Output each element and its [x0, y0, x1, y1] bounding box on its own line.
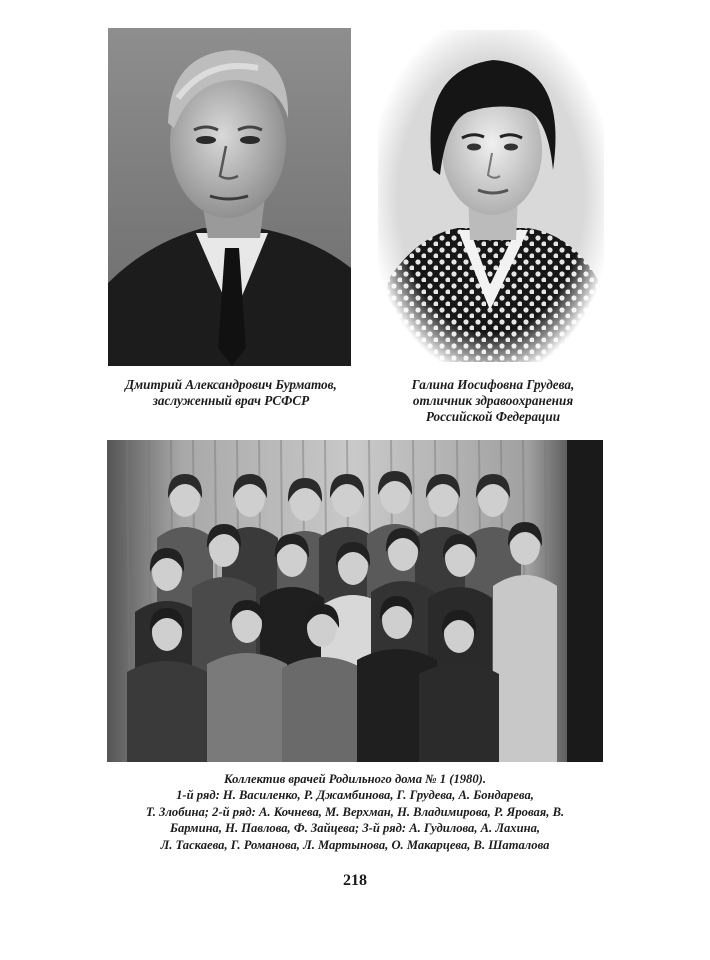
caption-line: заслуженный врач РСФСР	[152, 393, 310, 408]
page-number: 218	[343, 872, 367, 889]
portrait-photo-grudeva	[378, 30, 604, 362]
portrait-burmatov-image	[108, 28, 351, 366]
caption-line: Т. Злобина; 2-й ряд: А. Кочнева, М. Верхман, Н. Владимирова, Р. Яровая, В.	[145, 804, 565, 819]
caption-line: Галина Иосифовна Грудева,	[411, 377, 575, 392]
caption-line: Дмитрий Александрович Бурматов,	[125, 377, 337, 392]
caption-line: Российской Федерации	[425, 409, 561, 424]
portrait-caption-grudeva	[362, 377, 624, 425]
caption-line: 1-й ряд: Н. Василенко, Р. Джамбинова, Г. Грудева, А. Бондарева,	[176, 788, 534, 803]
caption-line: Л. Таскаева, Г. Романова, Л. Мартынова, О. Макарцева, В. Шаталова	[160, 837, 550, 852]
group-photo-caption	[90, 771, 620, 853]
portrait-caption-burmatov	[96, 377, 366, 409]
caption-line: отличник здравоохранения	[412, 393, 574, 408]
portrait-grudeva-image	[378, 30, 604, 362]
group-people	[127, 471, 557, 762]
caption-line: Бармина, Н. Павлова, Ф. Зайцева; 3-й ряд: А. Гудилова, А. Лахина,	[169, 821, 541, 836]
portrait-photo-burmatov	[108, 28, 351, 366]
group-photo-image	[107, 440, 603, 762]
group-photo	[107, 440, 603, 762]
caption-line: Коллектив врачей Родильного дома № 1 (1980).	[224, 772, 486, 786]
